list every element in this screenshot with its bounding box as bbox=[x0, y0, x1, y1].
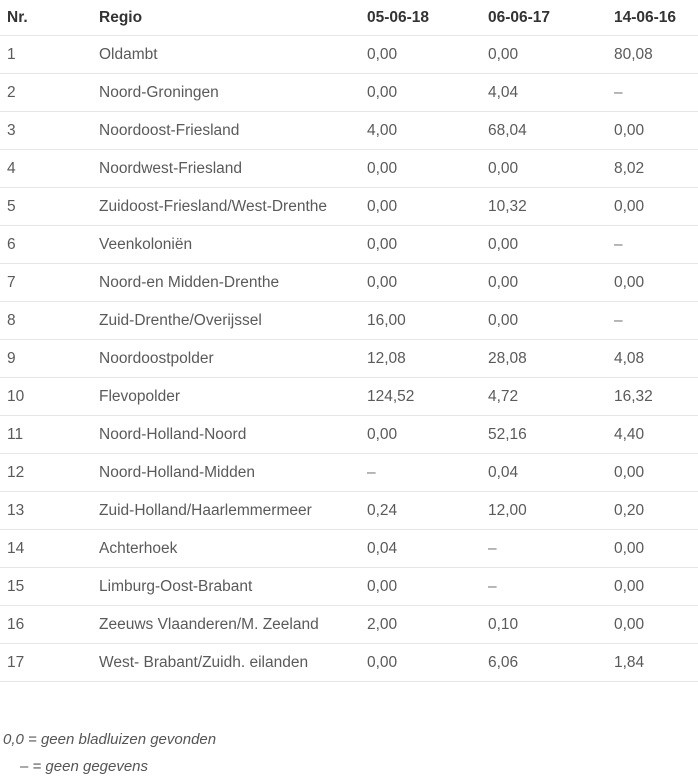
cell-date-2018: – bbox=[360, 454, 481, 492]
table-row bbox=[0, 36, 698, 74]
cell-date-2017: 0,04 bbox=[481, 454, 607, 492]
table-row bbox=[0, 378, 698, 416]
cell-nr: 17 bbox=[0, 644, 92, 682]
legend bbox=[0, 726, 698, 780]
cell-nr: 14 bbox=[0, 530, 92, 568]
cell-date-2017: 52,16 bbox=[481, 416, 607, 454]
cell-date-2017: 6,06 bbox=[481, 644, 607, 682]
cell-date-2018: 0,04 bbox=[360, 530, 481, 568]
cell-date-2016: 80,08 bbox=[607, 36, 698, 74]
cell-regio: Noordwest-Friesland bbox=[92, 150, 360, 188]
cell-date-2017: 0,00 bbox=[481, 226, 607, 264]
cell-nr: 7 bbox=[0, 264, 92, 302]
table-row bbox=[0, 454, 698, 492]
cell-nr: 12 bbox=[0, 454, 92, 492]
header-date-2017: 06-06-17 bbox=[481, 0, 607, 36]
cell-date-2016: 0,00 bbox=[607, 264, 698, 302]
cell-date-2018: 0,00 bbox=[360, 644, 481, 682]
cell-date-2018: 0,00 bbox=[360, 264, 481, 302]
cell-date-2017: 12,00 bbox=[481, 492, 607, 530]
cell-date-2018: 4,00 bbox=[360, 112, 481, 150]
header-regio: Regio bbox=[92, 0, 360, 36]
cell-regio: Noord-Groningen bbox=[92, 74, 360, 112]
cell-nr: 16 bbox=[0, 606, 92, 644]
header-date-2018: 05-06-18 bbox=[360, 0, 481, 36]
cell-regio: Veenkoloniën bbox=[92, 226, 360, 264]
cell-nr: 1 bbox=[0, 36, 92, 74]
table-row bbox=[0, 226, 698, 264]
cell-date-2018: 0,00 bbox=[360, 150, 481, 188]
cell-regio: Zuid-Holland/Haarlemmermeer bbox=[92, 492, 360, 530]
cell-regio: West- Brabant/Zuidh. eilanden bbox=[92, 644, 360, 682]
legend-zero-note: 0,0 = geen bladluizen gevonden bbox=[3, 731, 217, 748]
cell-nr: 9 bbox=[0, 340, 92, 378]
cell-date-2016: 0,00 bbox=[607, 530, 698, 568]
cell-regio: Limburg-Oost-Brabant bbox=[92, 568, 360, 606]
cell-nr: 10 bbox=[0, 378, 92, 416]
cell-nr: 13 bbox=[0, 492, 92, 530]
table-row bbox=[0, 340, 698, 378]
table-row bbox=[0, 264, 698, 302]
table-row bbox=[0, 606, 698, 644]
cell-date-2016: 16,32 bbox=[607, 378, 698, 416]
cell-date-2018: 2,00 bbox=[360, 606, 481, 644]
cell-regio: Noordoostpolder bbox=[92, 340, 360, 378]
cell-date-2016: 0,00 bbox=[607, 454, 698, 492]
cell-date-2016: 0,00 bbox=[607, 606, 698, 644]
cell-date-2017: 68,04 bbox=[481, 112, 607, 150]
cell-date-2017: 0,00 bbox=[481, 150, 607, 188]
cell-date-2018: 16,00 bbox=[360, 302, 481, 340]
cell-date-2017: 0,00 bbox=[481, 264, 607, 302]
cell-date-2018: 0,00 bbox=[360, 568, 481, 606]
cell-date-2017: 28,08 bbox=[481, 340, 607, 378]
cell-regio: Noordoost-Friesland bbox=[92, 112, 360, 150]
cell-date-2018: 0,00 bbox=[360, 188, 481, 226]
cell-date-2018: 0,00 bbox=[360, 226, 481, 264]
table-row bbox=[0, 530, 698, 568]
cell-date-2018: 0,00 bbox=[360, 74, 481, 112]
cell-date-2017: 4,04 bbox=[481, 74, 607, 112]
cell-nr: 6 bbox=[0, 226, 92, 264]
cell-regio: Flevopolder bbox=[92, 378, 360, 416]
cell-date-2017: 10,32 bbox=[481, 188, 607, 226]
cell-date-2018: 0,00 bbox=[360, 416, 481, 454]
cell-regio: Oldambt bbox=[92, 36, 360, 74]
table-row bbox=[0, 568, 698, 606]
cell-regio: Zeeuws Vlaanderen/M. Zeeland bbox=[92, 606, 360, 644]
cell-regio: Noord-Holland-Midden bbox=[92, 454, 360, 492]
cell-date-2016: 1,84 bbox=[607, 644, 698, 682]
table-row bbox=[0, 150, 698, 188]
cell-date-2018: 0,24 bbox=[360, 492, 481, 530]
header-nr: Nr. bbox=[0, 0, 92, 36]
table-header-row bbox=[0, 0, 698, 36]
table-row bbox=[0, 302, 698, 340]
cell-nr: 5 bbox=[0, 188, 92, 226]
cell-date-2016: 4,40 bbox=[607, 416, 698, 454]
cell-nr: 15 bbox=[0, 568, 92, 606]
cell-date-2016: 0,00 bbox=[607, 188, 698, 226]
cell-date-2016: 0,00 bbox=[607, 112, 698, 150]
header-date-2016: 14-06-16 bbox=[607, 0, 698, 36]
cell-regio: Noord-en Midden-Drenthe bbox=[92, 264, 360, 302]
table-row bbox=[0, 188, 698, 226]
table-row bbox=[0, 416, 698, 454]
table-row bbox=[0, 492, 698, 530]
table-body bbox=[0, 36, 698, 682]
cell-nr: 3 bbox=[0, 112, 92, 150]
cell-date-2016: 0,20 bbox=[607, 492, 698, 530]
legend-dash-note: – = geen gegevens bbox=[20, 758, 149, 775]
cell-date-2017: – bbox=[481, 568, 607, 606]
cell-regio: Achterhoek bbox=[92, 530, 360, 568]
cell-regio: Zuid-Drenthe/Overijssel bbox=[92, 302, 360, 340]
cell-date-2016: – bbox=[607, 302, 698, 340]
cell-date-2016: – bbox=[607, 226, 698, 264]
cell-nr: 8 bbox=[0, 302, 92, 340]
cell-date-2017: 0,00 bbox=[481, 302, 607, 340]
cell-nr: 11 bbox=[0, 416, 92, 454]
table-row bbox=[0, 74, 698, 112]
cell-date-2018: 0,00 bbox=[360, 36, 481, 74]
cell-date-2016: 8,02 bbox=[607, 150, 698, 188]
table-row bbox=[0, 112, 698, 150]
cell-nr: 4 bbox=[0, 150, 92, 188]
cell-date-2018: 12,08 bbox=[360, 340, 481, 378]
cell-regio: Noord-Holland-Noord bbox=[92, 416, 360, 454]
cell-date-2016: – bbox=[607, 74, 698, 112]
cell-date-2018: 124,52 bbox=[360, 378, 481, 416]
cell-date-2016: 0,00 bbox=[607, 568, 698, 606]
cell-date-2016: 4,08 bbox=[607, 340, 698, 378]
cell-date-2017: 4,72 bbox=[481, 378, 607, 416]
cell-regio: Zuidoost-Friesland/West-Drenthe bbox=[92, 188, 360, 226]
cell-date-2017: 0,00 bbox=[481, 36, 607, 74]
cell-date-2017: 0,10 bbox=[481, 606, 607, 644]
table-row bbox=[0, 644, 698, 682]
cell-nr: 2 bbox=[0, 74, 92, 112]
cell-date-2017: – bbox=[481, 530, 607, 568]
